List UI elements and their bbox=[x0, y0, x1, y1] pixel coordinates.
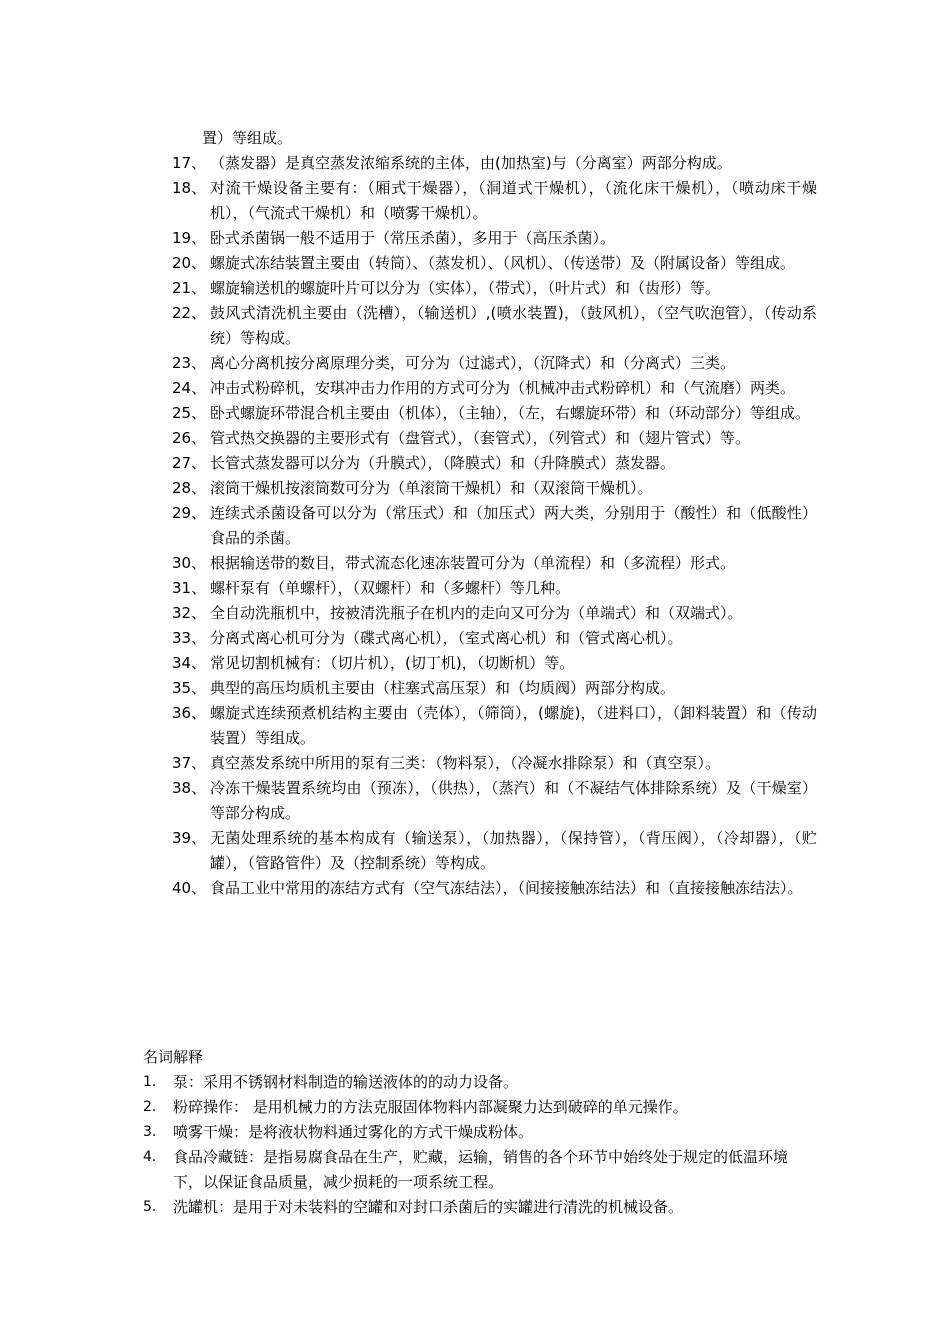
definition-number: 1. bbox=[143, 1074, 157, 1090]
list-item bbox=[172, 376, 817, 401]
list-item bbox=[172, 476, 817, 501]
list-item-text: 长管式蒸发器可以分为（升膜式），（降膜式）和（升降膜式）蒸发器。 bbox=[210, 454, 676, 472]
definition-number: 3. bbox=[143, 1124, 157, 1140]
list-item bbox=[172, 226, 817, 251]
list-item bbox=[172, 501, 817, 551]
list-item bbox=[172, 751, 817, 776]
list-item bbox=[172, 426, 817, 451]
list-item bbox=[172, 651, 817, 676]
list-item-number: 20、 bbox=[172, 254, 207, 272]
list-item bbox=[172, 301, 817, 351]
list-item-number: 28、 bbox=[172, 479, 207, 497]
list-item-text: 冲击式粉碎机，安琪冲击力作用的方式可分为（机械冲击式粉碎机）和（气流磨）两类。 bbox=[210, 379, 796, 397]
list-item bbox=[172, 251, 817, 276]
list-item bbox=[172, 351, 817, 376]
definition-list bbox=[143, 1070, 808, 1220]
list-item-text: 卧式螺旋环带混合机主要由（机体），（主轴），（左，右螺旋环带）和（环动部分）等组成。 bbox=[210, 404, 811, 422]
list-item-number: 40、 bbox=[172, 879, 207, 897]
list-item-number: 23、 bbox=[172, 354, 207, 372]
definition-number: 2. bbox=[143, 1099, 157, 1115]
list-item bbox=[172, 576, 817, 601]
definition-text: 食品冷藏链：是指易腐食品在生产，贮藏，运输，销售的各个环节中始终处于规定的低温环境下，以保证食品质量，减少损耗的一项系统工程。 bbox=[173, 1148, 789, 1191]
list-item bbox=[172, 601, 817, 626]
list-item-number: 24、 bbox=[172, 379, 207, 397]
list-item-text: 连续式杀菌设备可以分为（常压式）和（加压式）两大类，分别用于（酸性）和（低酸性）食品的杀菌。 bbox=[210, 504, 817, 547]
list-item bbox=[172, 276, 817, 301]
list-item-number: 27、 bbox=[172, 454, 207, 472]
definition-item bbox=[143, 1070, 808, 1095]
definition-item bbox=[143, 1120, 808, 1145]
definition-item bbox=[143, 1095, 808, 1120]
list-item-text: 真空蒸发系统中所用的泵有三类：（物料泵），（冷凝水排除泵）和（真空泵）。 bbox=[210, 754, 721, 772]
list-item-number: 17、 bbox=[172, 154, 207, 172]
list-item-number: 32、 bbox=[172, 604, 207, 622]
list-item-text: 螺旋式连续预煮机结构主要由（壳体），（筛筒），(螺旋)，（进料口），（卸料装置）和（传动装置）等组成。 bbox=[210, 704, 817, 747]
list-item-text: 根据输送带的数目，带式流态化速冻装置可分为（单流程）和（多流程）形式。 bbox=[210, 554, 736, 572]
list-item-number: 31、 bbox=[172, 579, 207, 597]
list-item-number: 36、 bbox=[172, 704, 207, 722]
list-item-number: 30、 bbox=[172, 554, 207, 572]
list-item bbox=[172, 676, 817, 701]
definitions-title: 名词解释 bbox=[143, 1048, 204, 1066]
definition-text: 泵：采用不锈钢材料制造的输送液体的的动力设备。 bbox=[173, 1073, 519, 1091]
list-item-number: 21、 bbox=[172, 279, 207, 297]
list-item-number: 37、 bbox=[172, 754, 207, 772]
list-item bbox=[172, 876, 817, 901]
list-item-text: 螺旋输送机的螺旋叶片可以分为（实体），（带式），（叶片式）和（齿形）等。 bbox=[210, 279, 721, 297]
list-item-text: 螺杆泵有（单螺杆），（双螺杆）和（多螺杆）等几种。 bbox=[210, 579, 571, 597]
list-item bbox=[172, 551, 817, 576]
continuation-text: 置）等组成。 bbox=[202, 129, 293, 147]
list-item-text: 卧式杀菌锅一般不适用于（常压杀菌），多用于（高压杀菌）。 bbox=[210, 229, 616, 247]
list-item-number: 22、 bbox=[172, 304, 207, 322]
list-item bbox=[172, 826, 817, 876]
list-item-text: 冷冻干燥装置系统均由（预冻），（供热），（蒸汽）和（不凝结气体排除系统）及（干燥室）等部分构成。 bbox=[210, 779, 817, 822]
list-item bbox=[172, 176, 817, 226]
question-list bbox=[172, 151, 817, 901]
list-item bbox=[172, 451, 817, 476]
list-item bbox=[172, 776, 817, 826]
list-item-text: 常见切割机械有：（切片机），(切丁机)，（切断机）等。 bbox=[210, 654, 575, 672]
list-item-text: 典型的高压均质机主要由（柱塞式高压泵）和（均质阀）两部分构成。 bbox=[210, 679, 676, 697]
list-item-number: 35、 bbox=[172, 679, 207, 697]
list-item bbox=[172, 401, 817, 426]
list-item-number: 25、 bbox=[172, 404, 207, 422]
list-item-number: 26、 bbox=[172, 429, 207, 447]
definition-text: 粉碎操作： 是用机械力的方法克服固体物料内部凝聚力达到破碎的单元操作。 bbox=[173, 1098, 688, 1116]
list-item-number: 18、 bbox=[172, 179, 207, 197]
list-item-text: 螺旋式冻结装置主要由（转筒）、（蒸发机）、（风机）、（传送带）及（附属设备）等组成。 bbox=[210, 254, 796, 272]
list-item bbox=[172, 626, 817, 651]
list-item-text: 分离式离心机可分为（碟式离心机），（室式离心机）和（管式离心机）。 bbox=[210, 629, 683, 647]
list-item-text: 滚筒干燥机按滚筒数可分为（单滚筒干燥机）和（双滚筒干燥机）。 bbox=[210, 479, 653, 497]
list-item-text: 离心分离机按分离原理分类，可分为（过滤式），（沉降式）和（分离式）三类。 bbox=[210, 354, 736, 372]
definition-item bbox=[143, 1195, 808, 1220]
definition-number: 4. bbox=[143, 1149, 157, 1165]
list-item-text: 管式热交换器的主要形式有（盘管式），（套管式），（列管式）和（翅片管式）等。 bbox=[210, 429, 751, 447]
list-item-text: 无菌处理系统的基本构成有（输送泵），（加热器），（保持管），（背压阀），（冷却器），（贮罐），（管路管件）及（控制系统）等构成。 bbox=[210, 829, 817, 872]
list-item bbox=[172, 701, 817, 751]
list-item-text: 鼓风式清洗机主要由（洗槽），（输送机）,(喷水装置)，（鼓风机），（空气吹泡管），（传动系统）等构成。 bbox=[210, 304, 817, 347]
list-item-text: （蒸发器）是真空蒸发浓缩系统的主体，由(加热室)与（分离室）两部分构成。 bbox=[210, 154, 732, 172]
list-item-number: 38、 bbox=[172, 779, 207, 797]
list-item-number: 29、 bbox=[172, 504, 207, 522]
list-item-text: 食品工业中常用的冻结方式有（空气冻结法），（间接接触冻结法）和（直接接触冻结法）。 bbox=[210, 879, 803, 897]
list-item-text: 对流干燥设备主要有：（厢式干燥器），（洞道式干燥机），（流化床干燥机），（喷动床干燥机），（气流式干燥机）和（喷雾干燥机）。 bbox=[210, 179, 817, 222]
definition-number: 5. bbox=[143, 1199, 157, 1215]
definition-text: 喷雾干燥：是将液状物料通过雾化的方式干燥成粉体。 bbox=[173, 1123, 534, 1141]
list-item-number: 19、 bbox=[172, 229, 207, 247]
list-item bbox=[172, 151, 817, 176]
definition-item bbox=[143, 1145, 808, 1195]
list-item-number: 34、 bbox=[172, 654, 207, 672]
list-item-text: 全自动洗瓶机中，按被清洗瓶子在机内的走向又可分为（单端式）和（双端式）。 bbox=[210, 604, 743, 622]
list-item-number: 39、 bbox=[172, 829, 207, 847]
definition-text: 洗罐机：是用于对未装料的空罐和对封口杀菌后的实罐进行清洗的机械设备。 bbox=[173, 1198, 684, 1216]
list-item-number: 33、 bbox=[172, 629, 207, 647]
